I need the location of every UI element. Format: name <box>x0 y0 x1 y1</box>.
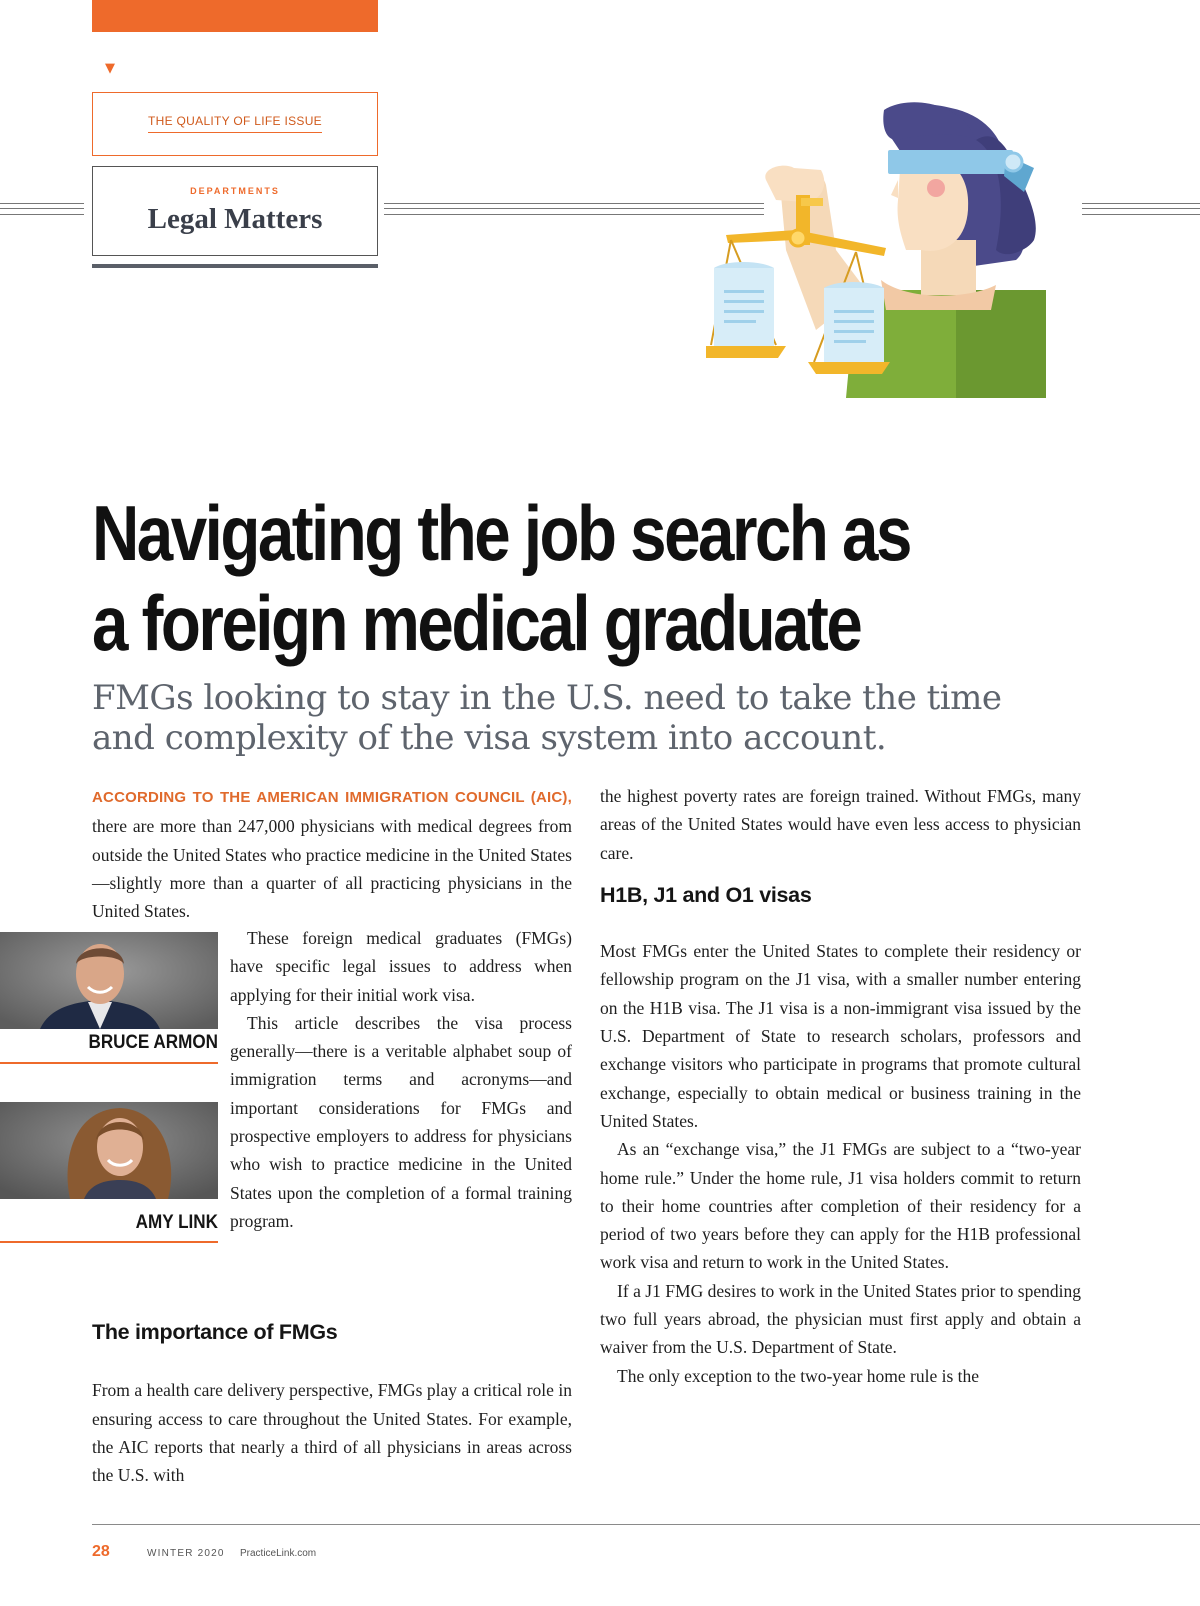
issue-label-box <box>92 92 378 156</box>
paragraph-9: The only exception to the two-year home rule is the <box>617 1365 980 1386</box>
section-title: Legal Matters <box>147 203 323 235</box>
author-name-2: AMY LINK <box>135 1212 218 1233</box>
author-photo-amy-link <box>0 1102 218 1199</box>
paragraph-6: Most FMGs enter the United States to complete their residency or fellowship program on the J1 visa, with a smaller number entering on the H1B visa. The J1 visa is a non-immigrant visa issued by the U.S. Department of State to research scholars, professors and exchange visitors who participate in programs that promote cultural exchange, especially to obtain medical or business training in the United States. <box>600 941 1081 1131</box>
deck-line-1: FMGs looking to stay in the U.S. need to take the time <box>92 678 1002 718</box>
accent-bar <box>92 0 378 32</box>
paragraph-3: This article describes the visa process generally—there is a veritable alphabet soup of immigration terms and acronyms—and important considerations for FMGs and prospective employers to address for physicians who wish to practice medicine in the United States upon the completion of a formal training program. <box>230 1012 572 1231</box>
headline-line-2: a foreign medical graduate <box>92 579 861 667</box>
author-divider-2 <box>0 1241 218 1243</box>
paragraph-4: From a health care delivery perspective, FMGs play a critical role in ensuring access to care throughout the United States. For example, the AIC reports that nearly a third of all physicians in areas across the U.S. with <box>92 1380 572 1486</box>
subhead-visas: H1B, J1 and O1 visas <box>600 882 812 907</box>
page-number: 28 <box>92 1543 110 1560</box>
author-divider-1 <box>0 1062 218 1064</box>
paragraph-1: there are more than 247,000 physicians with medical degrees from outside the United States who practice medicine in the United States—slightly more than a quarter of all practicing physicians in the United States. <box>92 816 572 922</box>
paragraph-8: If a J1 FMG desires to work in the United States prior to spending two full years abroad, the physician must first apply and obtain a waiver from the U.S. Department of State. <box>600 1280 1081 1358</box>
footer-issue: WINTER 2020 <box>147 1548 225 1559</box>
decorative-rule-left <box>0 203 84 215</box>
footer-site: PracticeLink.com <box>240 1548 317 1559</box>
department-box <box>92 166 378 256</box>
deck-line-2: and complexity of the visa system into account. <box>92 718 887 758</box>
body-column-left-top <box>92 782 572 925</box>
paragraph-7: As an “exchange visa,” the J1 FMGs are subject to a “two-year home rule.” Under the home rule, J1 visa holders commit to return to their home countries after completion of their residency for a period of two years before they can apply for the H1B professional work visa and return to work in the United States. <box>600 1139 1081 1273</box>
body-column-left-bottom <box>92 1318 572 1489</box>
headline-line-1: Navigating the job search as <box>92 489 910 577</box>
article-headline <box>92 488 932 668</box>
body-column-left-inset <box>230 924 572 1235</box>
triangle-down-icon: ▼ <box>105 61 115 76</box>
subhead-importance: The importance of FMGs <box>92 1320 338 1344</box>
section-label: DEPARTMENTS <box>190 186 280 196</box>
lead-in: ACCORDING TO THE AMERICAN IMMIGRATION COUNCIL (AIC), <box>92 789 572 806</box>
author-photo-bruce-armon <box>0 932 218 1029</box>
decorative-rule-right <box>1082 203 1200 215</box>
footer-rule <box>92 1524 1200 1525</box>
lady-justice-scales-illustration <box>706 100 1076 410</box>
paragraph-5: the highest poverty rates are foreign trained. Without FMGs, many areas of the United States would have even less access to physician care. <box>600 786 1081 863</box>
paragraph-2: These foreign medical graduates (FMGs) have specific legal issues to address when applying for their initial work visa. <box>230 928 572 1005</box>
body-column-right <box>600 782 1081 1390</box>
article-deck <box>92 678 1032 758</box>
author-name-1: BRUCE ARMON <box>88 1032 218 1053</box>
section-underline <box>92 264 378 268</box>
issue-label: THE QUALITY OF LIFE ISSUE <box>148 114 322 133</box>
